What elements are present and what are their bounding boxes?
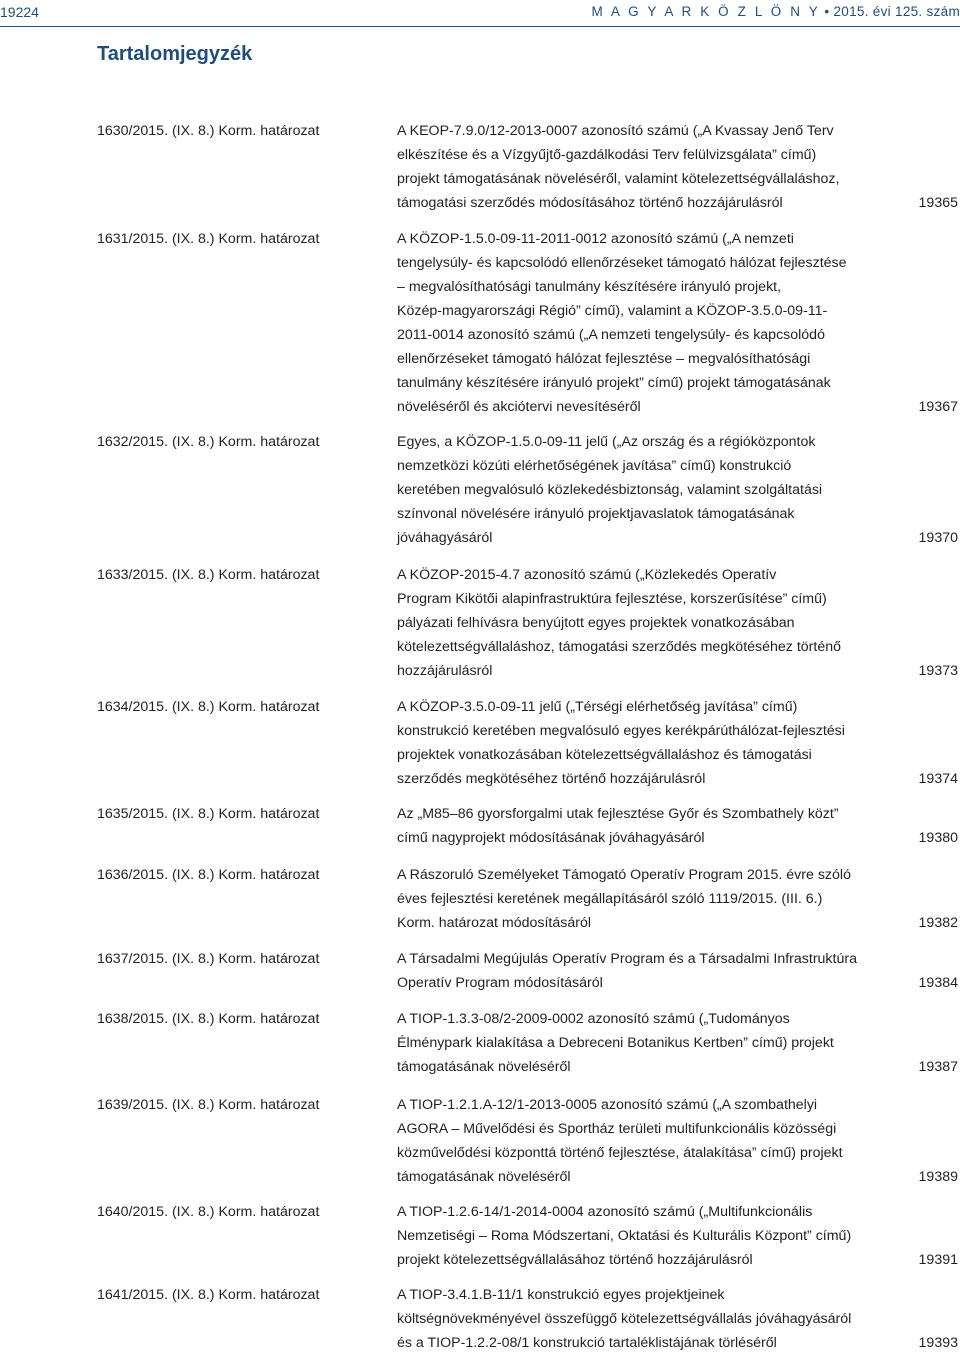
toc-entry-ref: 1637/2015. (IX. 8.) Korm. határozat (97, 951, 320, 967)
toc-entry-ref: 1631/2015. (IX. 8.) Korm. határozat (97, 231, 320, 247)
issue-label: 2015. évi 125. szám (833, 4, 960, 19)
toc-entry-line: Korm. határozat módosításáról (397, 915, 591, 931)
toc-entry-page: 19389 (918, 1169, 958, 1185)
toc-entry-ref: 1634/2015. (IX. 8.) Korm. határozat (97, 699, 320, 715)
toc-entry-line: éves fejlesztési keretének megállapításáról szóló 1119/2015. (III. 6.) (397, 891, 823, 907)
toc-entry-line: jóváhagyásáról (397, 530, 493, 546)
toc-entry-line: hozzájárulásról (397, 663, 493, 679)
toc-entry-page: 19365 (918, 195, 958, 211)
toc-entry-description (397, 430, 897, 550)
toc-entry-line: közművelődési központtá történő fejlesztése, átalakítása” című) projekt (397, 1145, 843, 1161)
toc-entry-description (397, 227, 897, 419)
toc-entry-line: A KÖZOP-1.5.0-09-11-2011-0012 azonosító számú („A nemzeti (397, 231, 794, 247)
toc-entry-ref: 1636/2015. (IX. 8.) Korm. határozat (97, 867, 320, 883)
toc-entry-line: A Rászoruló Személyeket Támogató Operatív Program 2015. évre szóló (397, 867, 851, 883)
toc-entry-page: 19382 (918, 915, 958, 931)
toc-entry-line: A KEOP-7.9.0/12-2013-0007 azonosító számú („A Kvassay Jenő Terv (397, 123, 834, 139)
toc-entry-line: Operatív Program módosításáról (397, 975, 603, 991)
toc-entry-line: és a TIOP-1.2.2-08/1 konstrukció tartaléklistájának törléséről (397, 1335, 777, 1351)
toc-entry-line: tengelysúly- és kapcsolódó ellenőrzéseket támogató hálózat fejlesztése (397, 255, 847, 271)
toc-entry-description (397, 119, 897, 215)
toc-entry-line: A TIOP-1.2.1.A-12/1-2013-0005 azonosító számú („A szombathelyi (397, 1097, 818, 1113)
header-separator: • (824, 4, 830, 19)
journal-name: M A G Y A R K Ö Z L Ö N Y (591, 4, 821, 19)
toc-entry-line: A KÖZOP-2015-4.7 azonosító számú („Közlekedés Operatív (397, 567, 777, 583)
toc-entry-line: Közép-magyarországi Régió” című), valamint a KÖZOP-3.5.0-09-11- (397, 303, 828, 319)
toc-entry-description (397, 947, 897, 995)
toc-entry-line: tanulmány készítésére irányuló projekt” című) projekt támogatásának (397, 375, 831, 391)
toc-entry-line: projekt támogatásának növeléséről, valamint kötelezettségvállaláshoz, (397, 171, 840, 187)
toc-entry-line: növeléséről és akciótervi nevesítéséről (397, 399, 641, 415)
toc-entry-ref: 1635/2015. (IX. 8.) Korm. határozat (97, 806, 320, 822)
toc-entry-line: A TIOP-1.3.3-08/2-2009-0002 azonosító számú („Tudományos (397, 1011, 790, 1027)
page-number: 19224 (0, 4, 39, 20)
toc-entry-line: Nemzetiségi – Roma Módszertani, Oktatási és Kulturális Központ” című) (397, 1228, 852, 1244)
toc-entry-page: 19367 (918, 399, 958, 415)
toc-entry-description (397, 1007, 897, 1079)
toc-entry-page: 19380 (918, 830, 958, 846)
page-header (0, 0, 960, 27)
toc-entry-page: 19391 (918, 1252, 958, 1268)
toc-entry-line: színvonal növelésére irányuló projektjavaslatok támogatásának (397, 506, 795, 522)
toc-entry-line: nemzetközi közúti elérhetőségének javítása” című) konstrukció (397, 458, 792, 474)
toc-entry-line: A Társadalmi Megújulás Operatív Program és a Társadalmi Infrastruktúra (397, 951, 857, 967)
toc-entry-line: költségnövekményével összefüggő kötelezettségvállalás jóváhagyásáról (397, 1311, 852, 1327)
toc-entry-description (397, 1283, 897, 1355)
toc-entry-line: Az „M85–86 gyorsforgalmi utak fejlesztése Győr és Szombathely közt” (397, 806, 839, 822)
toc-entry-line: ellenőrzéseket támogató hálózat fejlesztése – megvalósíthatósági (397, 351, 811, 367)
toc-entry-ref: 1633/2015. (IX. 8.) Korm. határozat (97, 567, 320, 583)
toc-entry-ref: 1638/2015. (IX. 8.) Korm. határozat (97, 1011, 320, 1027)
toc-entry-ref: 1640/2015. (IX. 8.) Korm. határozat (97, 1204, 320, 1220)
toc-entry-page: 19370 (918, 530, 958, 546)
toc-entry-line: szerződés megkötéséhez történő hozzájárulásról (397, 771, 706, 787)
toc-entry-description (397, 863, 897, 935)
toc-entry-page: 19373 (918, 663, 958, 679)
journal-title (591, 4, 960, 19)
toc-entry-line: A TIOP-3.4.1.B-11/1 konstrukció egyes projektjeinek (397, 1287, 725, 1303)
toc-entry-line: pályázati felhívásra benyújtott egyes projektek vonatkozásában (397, 615, 795, 631)
toc-entry-line: Élménypark kialakítása a Debreceni Botanikus Kertben” című) projekt (397, 1035, 834, 1051)
toc-entry-line: támogatásának növeléséről (397, 1169, 571, 1185)
toc-entry-page: 19374 (918, 771, 958, 787)
toc-entry-line: Program Kikötői alapinfrastruktúra fejlesztése, korszerűsítése” című) (397, 591, 827, 607)
toc-entry-line: projektek vonatkozásában kötelezettségvállaláshoz és támogatási (397, 747, 812, 763)
toc-entry-line: kötelezettségvállaláshoz, támogatási szerződés megkötéséhez történő (397, 639, 842, 655)
toc-entry-line: elkészítése és a Vízgyűjtő-gazdálkodási Terv felülvizsgálata” című) (397, 147, 817, 163)
toc-entry-description (397, 695, 897, 791)
toc-entry-page: 19387 (918, 1059, 958, 1075)
toc-entry-line: című nagyprojekt módosításának jóváhagyásáról (397, 830, 705, 846)
toc-entry-description (397, 1093, 897, 1189)
toc-entry-page: 19393 (918, 1335, 958, 1351)
toc-entry-ref: 1632/2015. (IX. 8.) Korm. határozat (97, 434, 320, 450)
toc-entry-line: támogatási szerződés módosításához történő hozzájárulásról (397, 195, 783, 211)
toc-entry-description (397, 802, 897, 850)
toc-entry-description (397, 1200, 897, 1272)
toc-entry-line: keretében megvalósuló közlekedésbiztonság, valamint szolgáltatási (397, 482, 823, 498)
toc-entry-line: A KÖZOP-3.5.0-09-11 jelű („Térségi elérhetőség javítása” című) (397, 699, 798, 715)
toc-entry-line: AGORA – Művelődési és Sportház területi multifunkcionális közösségi (397, 1121, 837, 1137)
toc-entry-line: projekt kötelezettségvállalásához történő hozzájárulásról (397, 1252, 753, 1268)
toc-entry-line: – megvalósíthatósági tanulmány készítésére irányuló projekt, (397, 279, 782, 295)
toc-entry-page: 19384 (918, 975, 958, 991)
toc-title: Tartalomjegyzék (97, 43, 253, 65)
toc-entry-line: Egyes, a KÖZOP-1.5.0-09-11 jelű („Az ország és a régióközpontok (397, 434, 816, 450)
toc-entry-ref: 1641/2015. (IX. 8.) Korm. határozat (97, 1287, 320, 1303)
toc-entry-line: támogatásának növeléséről (397, 1059, 571, 1075)
toc-entry-line: A TIOP-1.2.6-14/1-2014-0004 azonosító számú („Multifunkcionális (397, 1204, 813, 1220)
toc-entry-ref: 1630/2015. (IX. 8.) Korm. határozat (97, 123, 320, 139)
toc-entry-line: 2011-0014 azonosító számú („A nemzeti tengelysúly- és kapcsolódó (397, 327, 825, 343)
toc-entry-ref: 1639/2015. (IX. 8.) Korm. határozat (97, 1097, 320, 1113)
toc-entry-line: konstrukció keretében megvalósuló egyes kerékpárúthálózat-fejlesztési (397, 723, 845, 739)
toc-entry-description (397, 563, 897, 683)
